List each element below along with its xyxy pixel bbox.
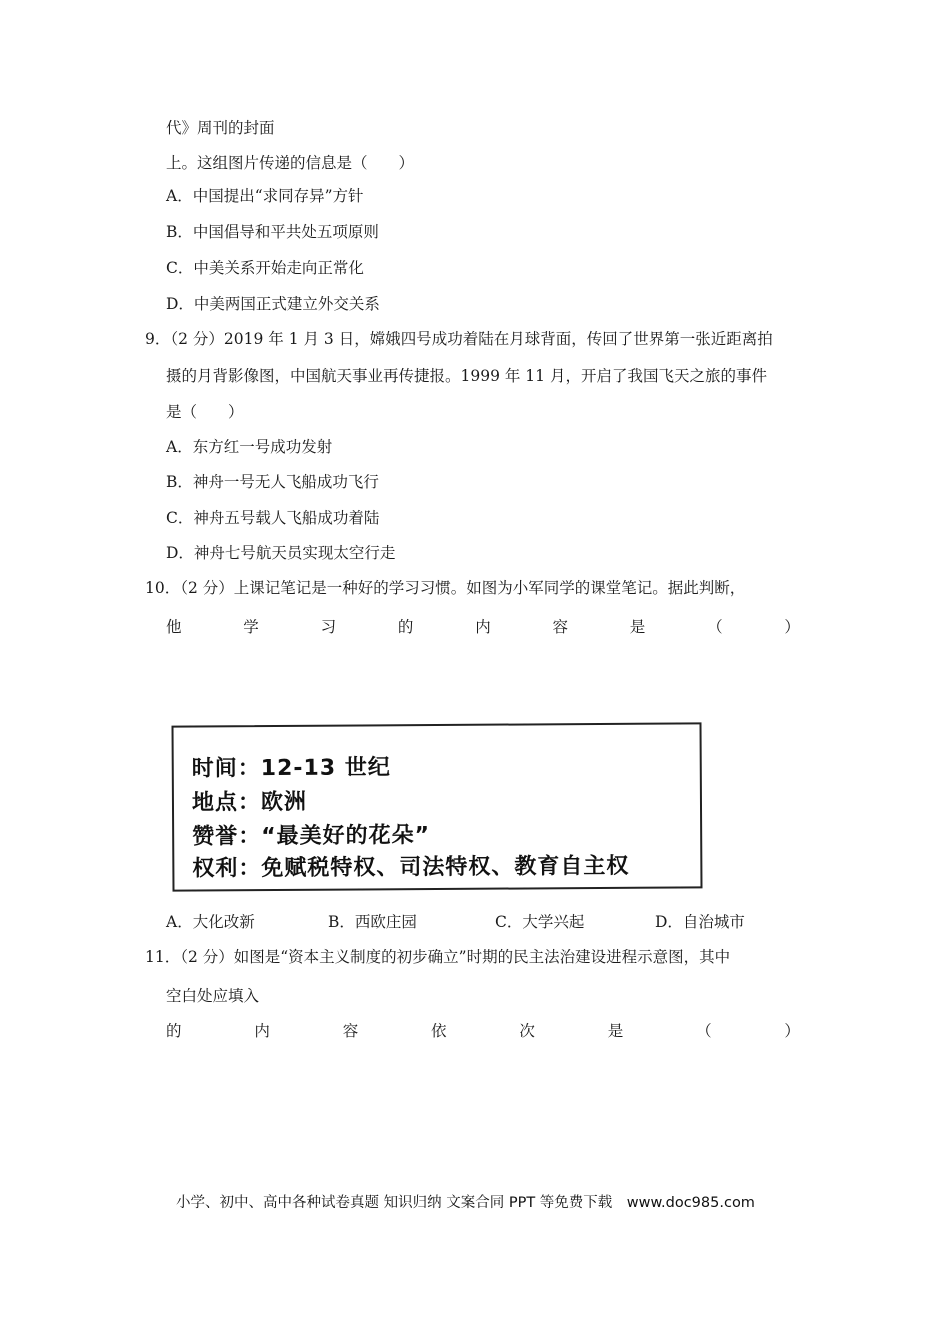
q10-line2-char: 他 (166, 618, 182, 636)
q11-text-line1: 11．（2 分）如图是“资本主义制度的初步确立”时期的民主法治建设进程示意图，其中 (145, 948, 731, 966)
q9-option-b: B．神舟一号无人飞船成功飞行 (166, 473, 379, 491)
q9-option-c: C．神舟五号载人飞船成功着陆 (166, 509, 380, 527)
q9-text-line3: 是（ ） (166, 403, 244, 421)
q8-text-line1: 代》周刊的封面 (166, 119, 275, 137)
page-footer: 小学、初中、高中各种试卷真题 知识归纳 文案合同 PPT 等免费下载 www.doc985.com (176, 1195, 755, 1211)
q11-text-line3 (166, 1021, 800, 1041)
q11-text-line2: 空白处应填入 (166, 987, 260, 1005)
q11-line3-char: 次 (519, 1022, 535, 1040)
q10-line2-char: 容 (552, 618, 568, 636)
q10-line2-char: 习 (320, 618, 337, 636)
q9-option-d: D．神舟七号航天员实现太空行走 (166, 544, 396, 562)
q8-option-c: C．中美关系开始走向正常化 (166, 259, 364, 277)
q9-option-a: A．东方红一号成功发射 (166, 438, 333, 456)
class-notes-image (171, 722, 702, 891)
q10-option-b: B．西欧庄园 (328, 913, 417, 931)
q10-line2-char: 学 (243, 618, 259, 636)
q11-line3-char: ） (784, 1022, 800, 1040)
q11-line3-char: （ (696, 1022, 712, 1040)
note-place: 地点：欧洲 (191, 789, 308, 816)
note-time: 时间：12-13 世纪 (191, 755, 391, 782)
q10-text-line2 (166, 617, 800, 637)
q11-line3-char: 依 (431, 1022, 447, 1040)
q10-line2-char: 的 (397, 618, 414, 636)
q10-line2-char: 内 (475, 618, 491, 636)
q11-line3-char: 是 (607, 1022, 624, 1040)
q10-option-c: C．大学兴起 (495, 913, 585, 931)
q10-line2-char: 是 (629, 618, 646, 636)
q9-text-line1: 9．（2 分）2019 年 1 月 3 日，嫦娥四号成功着陆在月球背面，传回了世界第一张近距离拍 (145, 330, 773, 348)
q10-option-d: D．自治城市 (655, 913, 745, 931)
note-praise: 赞誉：“最美好的花朵” (192, 823, 431, 850)
q8-option-b: B．中国倡导和平共处五项原则 (166, 223, 379, 241)
q11-line3-char: 的 (166, 1022, 182, 1040)
q10-option-a: A．大化改新 (166, 913, 255, 931)
q10-line2-char: （ (707, 618, 723, 636)
q10-line2-char: ） (784, 618, 800, 636)
q11-line3-char: 容 (342, 1022, 359, 1040)
q8-option-d: D．中美两国正式建立外交关系 (166, 295, 380, 313)
q8-option-a: A．中国提出“求同存异”方针 (166, 187, 364, 205)
q9-text-line2: 摄的月背影像图，中国航天事业再传捷报。1999 年 11 月，开启了我国飞天之旅的事件 (166, 367, 767, 385)
q8-text-line2: 上。这组图片传递的信息是（ ） (166, 154, 415, 172)
note-rights: 权利：免赋税特权、司法特权、教育自主权 (192, 853, 630, 882)
q11-line3-char: 内 (254, 1022, 270, 1040)
q10-text-line1: 10．（2 分）上课记笔记是一种好的学习习惯。如图为小军同学的课堂笔记。据此判断， (145, 579, 746, 597)
